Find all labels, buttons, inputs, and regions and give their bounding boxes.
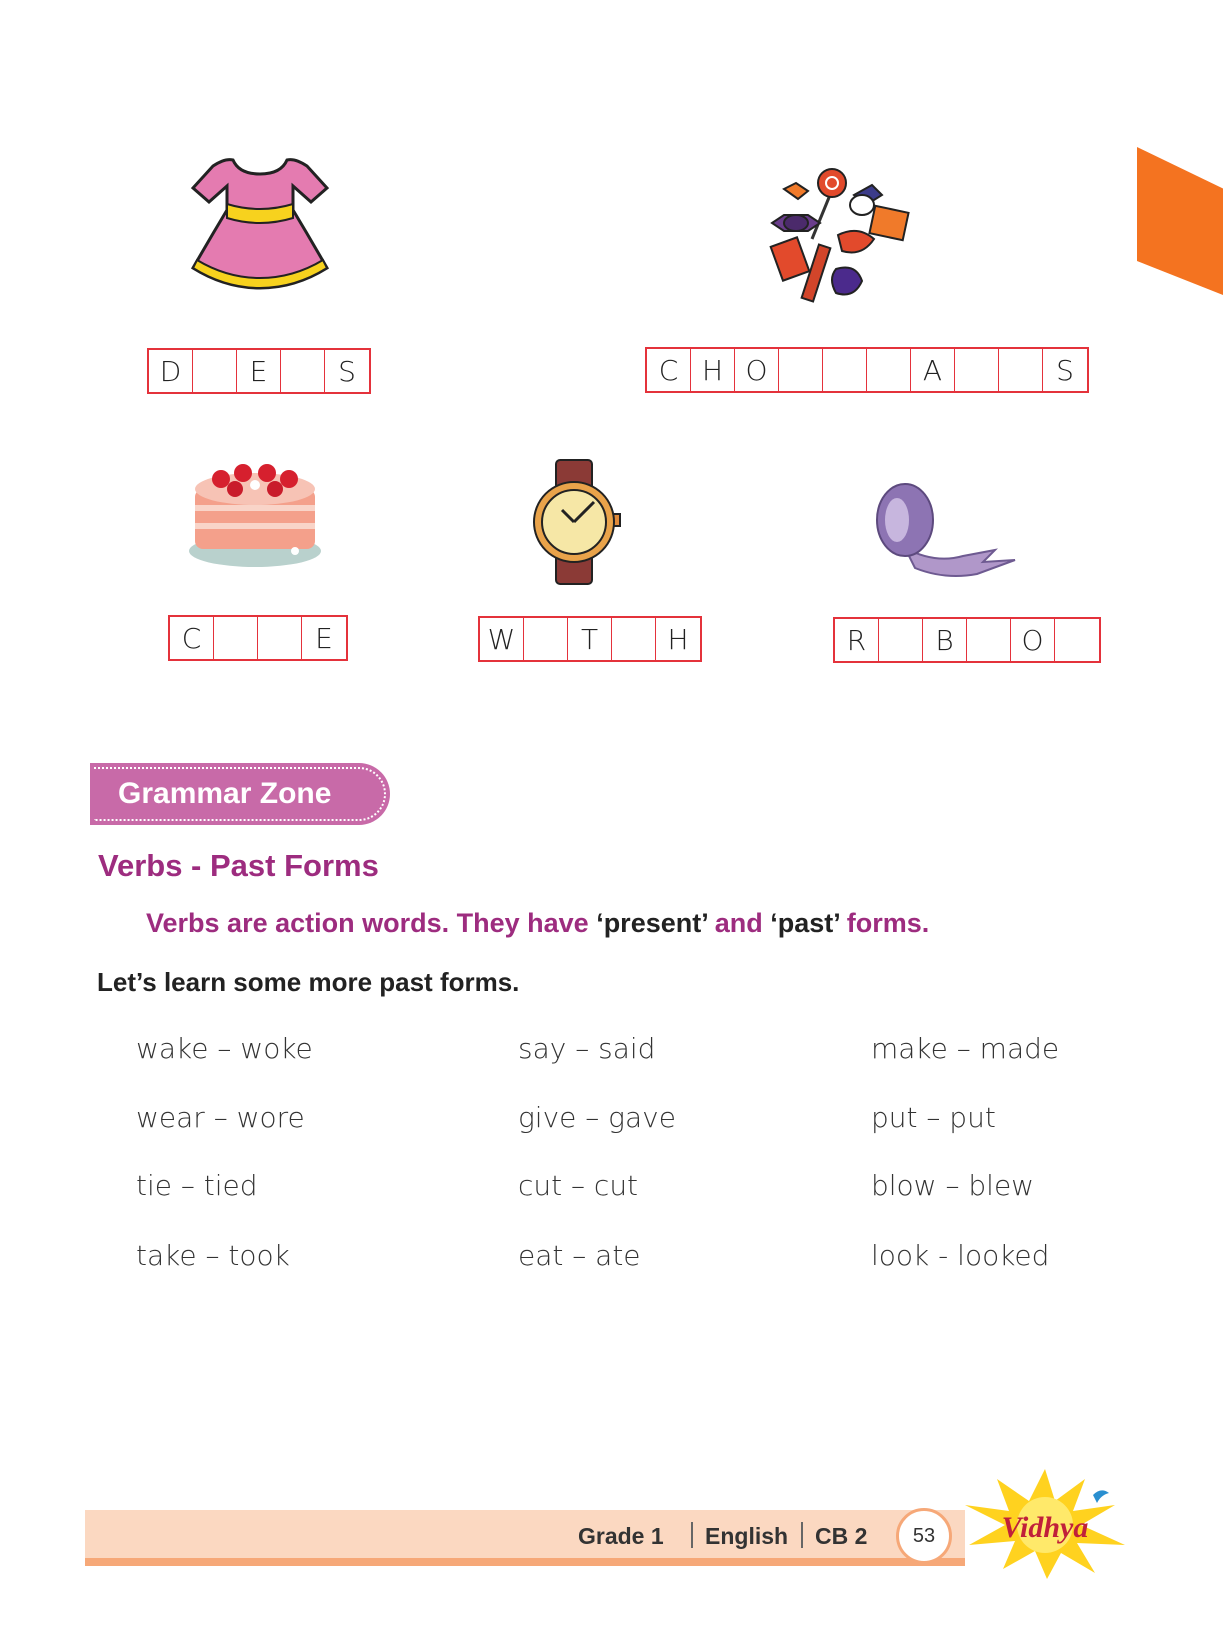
letter-box[interactable]: H (667, 622, 689, 656)
ribbon-letter-boxes (833, 617, 1101, 663)
letter-box[interactable] (823, 349, 867, 391)
verb-pair: look - looked (871, 1239, 1050, 1272)
verb-pair: wear – wore (136, 1101, 305, 1134)
footer-grade: Grade 1 (578, 1523, 664, 1549)
letter-box[interactable]: E (315, 621, 333, 655)
letter-box[interactable]: B (923, 619, 967, 661)
verb-pair: make – made (871, 1032, 1060, 1065)
letter-box[interactable] (867, 349, 911, 391)
letter-box[interactable] (1055, 619, 1099, 661)
letter-box[interactable] (193, 350, 237, 392)
intro-text: Let’s learn some more past forms. (97, 967, 520, 997)
letter-box[interactable]: H (691, 349, 735, 391)
page-corner-tab (1137, 147, 1223, 295)
letter-box[interactable] (612, 618, 656, 660)
vidhya-logo (955, 1465, 1130, 1580)
letter-box[interactable]: E (237, 350, 281, 392)
footer-separator (691, 1522, 693, 1548)
page-number: 53 (896, 1508, 952, 1564)
verb-pair: cut – cut (518, 1169, 639, 1202)
section-heading: Verbs - Past Forms (98, 848, 379, 883)
definition-text: forms. (839, 908, 930, 938)
logo-text: Vidhya (1001, 1511, 1089, 1544)
letter-box[interactable]: D (149, 350, 193, 392)
footer-book: CB 2 (815, 1523, 868, 1549)
letter-box[interactable] (879, 619, 923, 661)
dress-letter-boxes (147, 348, 371, 394)
definition-text: Verbs are action words. They have (146, 908, 597, 938)
grammar-zone-banner (90, 763, 390, 825)
verb-definition (146, 908, 929, 939)
ribbon-illustration (865, 478, 1025, 588)
verb-pair: put – put (871, 1101, 996, 1134)
letter-box[interactable] (281, 350, 325, 392)
footer-separator (801, 1522, 803, 1548)
letter-box[interactable] (779, 349, 823, 391)
letter-box[interactable] (524, 618, 568, 660)
definition-present: ‘present’ (596, 908, 708, 938)
verb-pair: blow – blew (871, 1169, 1035, 1202)
letter-box[interactable]: O (1011, 619, 1055, 661)
watch-letter-boxes (478, 616, 702, 662)
letter-box[interactable]: S (338, 354, 356, 388)
letter-box[interactable] (955, 349, 999, 391)
letter-box[interactable]: T (568, 618, 612, 660)
letter-box[interactable]: S (1056, 353, 1074, 387)
chocolates-illustration (762, 165, 952, 315)
verb-pair: take – took (136, 1239, 290, 1272)
letter-box[interactable] (214, 617, 258, 659)
verb-pair: wake – woke (136, 1032, 313, 1065)
letter-box[interactable]: R (835, 619, 879, 661)
letter-box[interactable]: O (735, 349, 779, 391)
letter-box[interactable]: C (647, 349, 691, 391)
verb-pair: eat – ate (518, 1239, 641, 1272)
footer-subject: English (705, 1523, 789, 1549)
verb-pair: say – said (518, 1032, 656, 1065)
dress-illustration (185, 150, 335, 300)
watch-illustration (528, 458, 628, 588)
definition-past: ‘past’ (770, 908, 840, 938)
letter-box[interactable] (258, 617, 302, 659)
verb-pair: tie – tied (136, 1169, 258, 1202)
grammar-zone-label: Grammar Zone (118, 777, 332, 810)
letter-box[interactable] (999, 349, 1043, 391)
letter-box[interactable]: C (170, 617, 214, 659)
cake-letter-boxes (168, 615, 348, 661)
definition-text: and (707, 908, 771, 938)
letter-box[interactable]: W (480, 618, 524, 660)
letter-box[interactable]: A (911, 349, 955, 391)
chocolates-letter-boxes (645, 347, 1089, 393)
verb-pair: give – gave (518, 1101, 676, 1134)
letter-box[interactable] (967, 619, 1011, 661)
cake-illustration (185, 455, 325, 575)
